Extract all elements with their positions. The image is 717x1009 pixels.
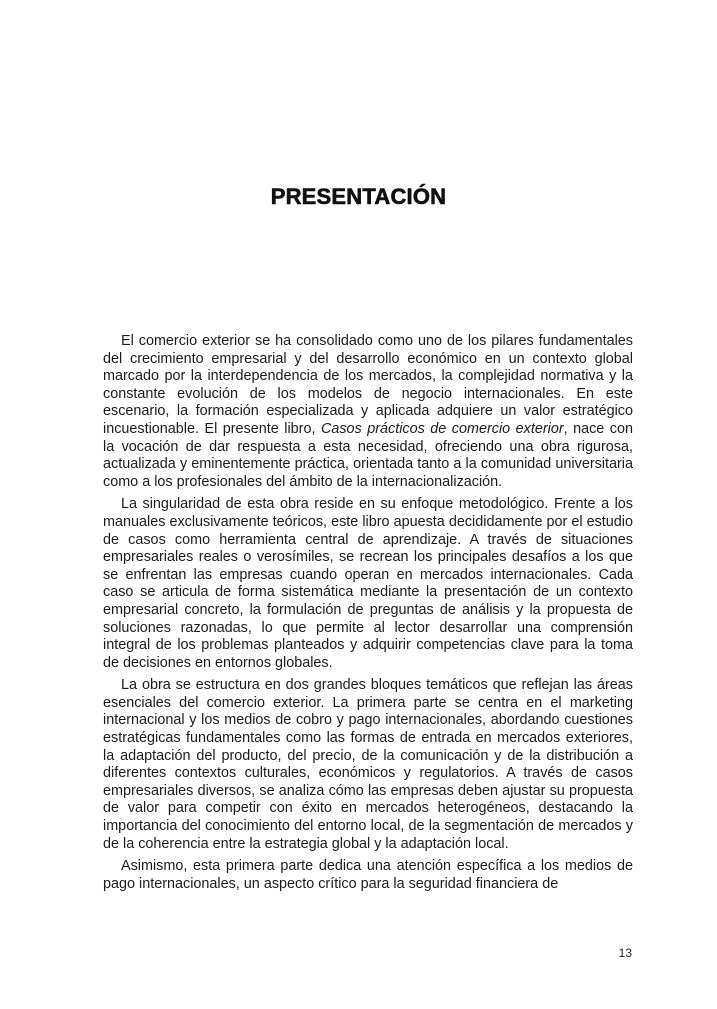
paragraph-1-text-end: , nace con la vocación de dar respuesta a esta necesidad, ofreciendo una obra rigurosa, actualizada y eminentemente práctica, orientada tanto a la comunidad universitaria como a los profesionales del ámbito de la internacionalización. <box>103 420 633 490</box>
paragraph-4: Asimismo, esta primera parte dedica una atención específica a los medios de pago internacionales, un aspecto crítico para la seguridad financiera de <box>103 858 633 892</box>
paragraph-2: La singularidad de esta obra reside en su enfoque metodológico. Frente a los manuales exclusivamente teóricos, este libro apuesta decididamente por el estudio de casos como herramienta central de aprendizaje. A través de situaciones empresariales reales o verosímiles, se recrean los principales desafíos a los que se enfrentan las empresas cuando operan en mercados internacionales. Cada caso se articula de forma sistemática mediante la presentación de un contexto empresarial concreto, la formulación de preguntas de análisis y la propuesta de soluciones razonadas, lo que permite al lector desarrollar una comprensión integral de los problemas planteados y adquirir competencias clave para la toma de decisiones en entornos globales. <box>103 496 633 671</box>
paragraph-1 <box>103 333 633 491</box>
body-text <box>103 333 633 898</box>
paragraph-3: La obra se estructura en dos grandes bloques temáticos que reflejan las áreas esenciales del comercio exterior. La primera parte se centra en el marketing internacional y los medios de cobro y pago internacionales, abordando cuestiones estratégicas fundamentales como las formas de entrada en mercados exteriores, la adaptación del producto, del precio, de la comunicación y de la distribución a diferentes contextos culturales, económicos y regulatorios. A través de casos empresariales diversos, se analiza cómo las empresas deben ajustar su propuesta de valor para competir con éxito en mercados heterogéneos, destacando la importancia del conocimiento del entorno local, de la segmentación de mercados y de la coherencia entre la estrategia global y la adaptación local. <box>103 677 633 852</box>
paragraph-1-text-start: El comercio exterior se ha consolidado como uno de los pilares fundamentales del crecimiento empresarial y del desarrollo económico en un contexto global marcado por la interdependencia de los mercados, la complejidad normativa y la constante evolución de los modelos de negocio internacionales. En este escenario, la formación especializada y aplicada adquiere un valor estratégico incuestionable. El presente libro, <box>103 333 633 437</box>
book-title-italic: Casos prácticos de comercio exterior <box>320 420 564 437</box>
page-number: 13 <box>618 946 632 960</box>
page-title: PRESENTACIÓN <box>270 184 447 209</box>
